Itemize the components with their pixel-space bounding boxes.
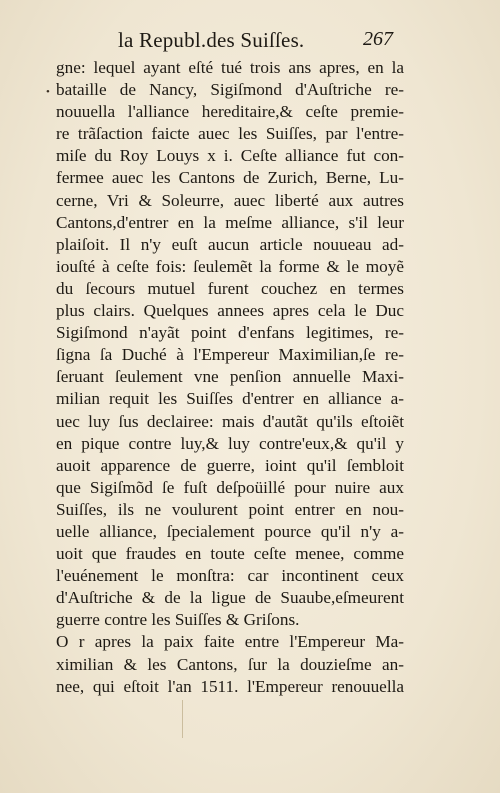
text-line: en pique contre luy,& luy contre'eux,& qu'il y bbox=[56, 433, 404, 453]
text-line: miſe du Roy Louys x i. Ceſte alliance fut con- bbox=[56, 146, 404, 166]
text-line: cerne, Vri & Soleurre, auec liberté aux autres bbox=[56, 190, 404, 210]
text-line: Cantons,d'entrer en la meſme alliance, s'il leur bbox=[56, 212, 404, 232]
text-line: nouuella l'alliance hereditaire,& ceſte premie- bbox=[56, 102, 404, 122]
text-line: plaiſoit. Il n'y euſt aucun article nouueau ad- bbox=[56, 234, 404, 254]
page-number: 267 bbox=[363, 28, 393, 50]
text-line: plus clairs. Quelques annees apres cela le Duc bbox=[56, 301, 404, 321]
text-line: O r apres la paix faite entre l'Empereur Ma- bbox=[56, 632, 404, 652]
running-head: la Republ.des Suiſſes. bbox=[118, 28, 305, 52]
text-line: guerre contre les Suiſſes & Griſons. bbox=[56, 610, 300, 630]
text-line: iouſté à ceſte fois: ſeulemẽt la forme & le moyẽ bbox=[56, 256, 404, 276]
text-line: Sigiſmond n'ayãt point d'enfans legitimes, re- bbox=[56, 323, 404, 343]
text-line: auoit apparence de guerre, ioint qu'il ſembloit bbox=[56, 455, 404, 475]
text-line: bataille de Nancy, Sigiſmond d'Auſtriche re- bbox=[56, 80, 404, 100]
text-line: nee, qui eſtoit l'an 1511. l'Empereur renouuella bbox=[56, 676, 404, 696]
text-line: uec luy ſus declairee: mais d'autãt qu'ils eſtoiẽt bbox=[56, 411, 404, 431]
margin-marker: • bbox=[46, 86, 50, 98]
body-text bbox=[56, 57, 404, 698]
text-line: uoit que fraudes en toute ceſte menee, comme bbox=[56, 544, 404, 564]
text-line: uelle alliance, ſpecialement pource qu'il n'y a- bbox=[56, 521, 404, 541]
text-line: milian requit les Suiſſes d'entrer en alliance a- bbox=[56, 389, 404, 409]
text-line: ſeruant ſeulement vne penſion annuelle Maxi- bbox=[56, 367, 404, 387]
text-line: d'Auſtriche & de la ligue de Suaube,eſmeurent bbox=[56, 588, 404, 608]
text-line: l'euénement le monſtra: car incontinent ceux bbox=[56, 566, 404, 586]
text-line: que Sigiſmõd ſe fuſt deſpoüillé pour nuire aux bbox=[56, 477, 404, 497]
text-line: gne: lequel ayant eſté tué trois ans apres, en la bbox=[56, 58, 404, 77]
text-line: Suiſſes, ils ne voulurent point entrer en nou- bbox=[56, 499, 404, 519]
text-line: du ſecours mutuel furent couchez en termes bbox=[56, 278, 404, 298]
text-line: ximilian & les Cantons, ſur la douzieſme an- bbox=[56, 654, 404, 674]
page-fold-shadow bbox=[182, 700, 183, 738]
text-line: ſigna ſa Duché à l'Empereur Maximilian,ſe re- bbox=[56, 345, 404, 365]
page-header bbox=[118, 28, 393, 54]
text-line: fermee auec les Cantons de Zurich, Berne, Lu- bbox=[56, 168, 404, 188]
text-line: re trãſaction faicte auec les Suiſſes, par l'entre- bbox=[56, 124, 404, 144]
